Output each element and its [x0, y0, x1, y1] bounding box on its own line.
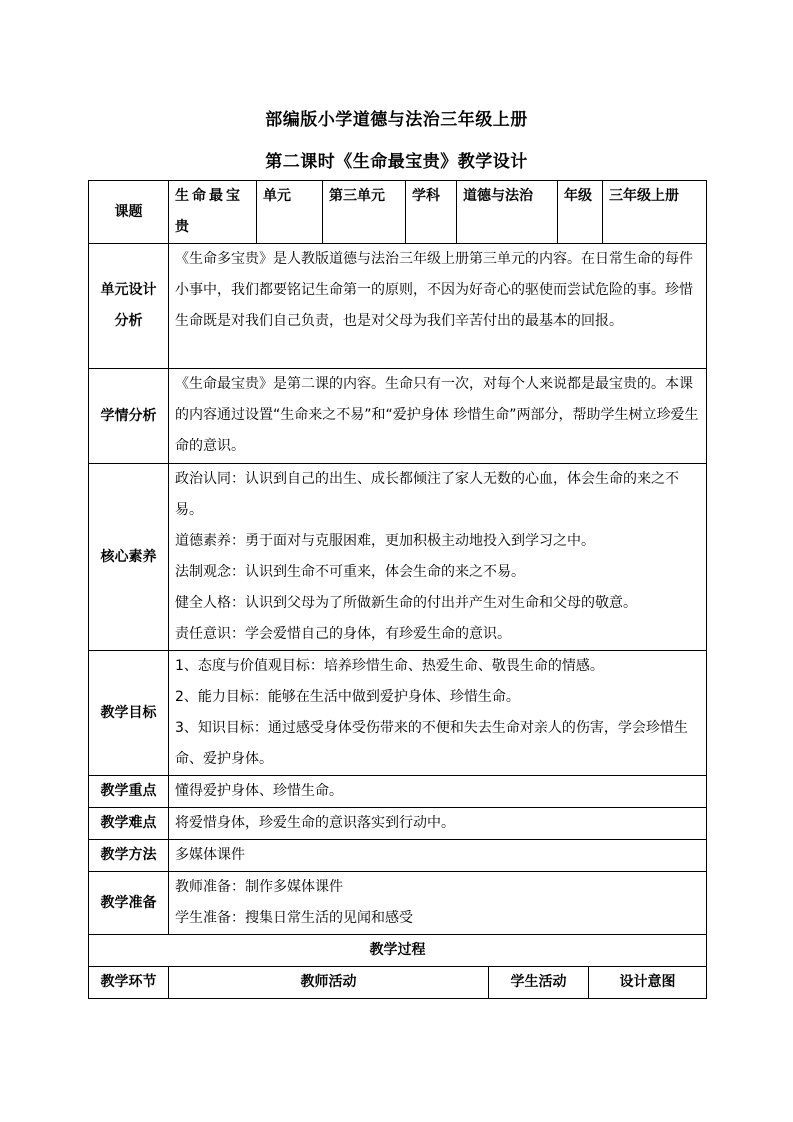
teaching-goals-row — [89, 651, 707, 776]
unit-label: 单元 — [257, 181, 323, 244]
subject-label: 学科 — [406, 181, 457, 244]
subject-value: 道德与法治 — [457, 181, 558, 244]
student-analysis-label: 学情分析 — [89, 369, 169, 464]
preparation-item: 教师准备：制作多媒体课件 — [175, 879, 343, 895]
teaching-goal-item: 3、知识目标：通过感受身体受伤带来的不便和失去生命对亲人的伤害，学会珍惜生命、爱护身体。 — [175, 720, 688, 767]
core-literacy-item: 责任意识：学会爱惜自己的身体，有珍爱生命的意识。 — [175, 626, 511, 642]
teaching-goal-item: 1、态度与价值观目标：培养珍惜生命、热爱生命、敬畏生命的情感。 — [175, 658, 604, 674]
core-literacy-item: 道德素养：勇于面对与克服困难，更加积极主动地投入到学习之中。 — [175, 533, 595, 549]
core-literacy-label: 核心素养 — [89, 464, 169, 651]
lesson-title: 第二课时《生命最宝贵》教学设计 — [265, 152, 528, 172]
process-column-intent: 设计意图 — [589, 967, 707, 999]
document-title: 部编版小学道德与法治三年级上册 — [265, 110, 528, 130]
process-label: 教学过程 — [89, 935, 707, 967]
difficult-point-label: 教学难点 — [89, 808, 169, 840]
method-label: 教学方法 — [89, 840, 169, 872]
core-literacy-item: 健全人格：认识到父母为了所做新生命的付出并产生对生命和父母的敬意。 — [175, 595, 637, 611]
core-literacy-item: 政治认同：认识到自己的出生、成长都倾注了家人无数的心血，体会生命的来之不易。 — [175, 471, 679, 518]
key-point-label: 教学重点 — [89, 776, 169, 808]
method-row — [89, 840, 707, 872]
lesson-plan-table — [88, 180, 706, 999]
process-column-stage: 教学环节 — [89, 967, 169, 999]
difficult-point-row — [89, 808, 707, 840]
difficult-point-text: 将爱惜身体，珍爱生命的意识落实到行动中。 — [169, 808, 707, 840]
topic-value: 生命最宝贵 — [169, 181, 257, 244]
preparation-item: 学生准备：搜集日常生活的见闻和感受 — [175, 910, 413, 926]
topic-label: 课题 — [89, 181, 169, 244]
unit-value: 第三单元 — [323, 181, 406, 244]
unit-analysis-row — [89, 244, 707, 369]
grade-value: 三年级上册 — [603, 181, 707, 244]
core-literacy-content — [169, 464, 707, 651]
unit-analysis-text: 《生命多宝贵》是人教版道德与法治三年级上册第三单元的内容。在日常生命的每件小事中，我们都要铭记生命第一的原则，不因为好奇心的驱使而尝试危险的事。珍惜生命既是对我们自己负责，也是对父母为我们辛苦付出的最基本的回报。 — [169, 244, 707, 369]
process-header-row — [89, 935, 707, 967]
grade-label: 年级 — [558, 181, 603, 244]
process-columns-row — [89, 967, 707, 999]
core-literacy-row — [89, 464, 707, 651]
teaching-goals-content — [169, 651, 707, 776]
topic-row — [89, 181, 707, 244]
student-analysis-text: 《生命最宝贵》是第二课的内容。生命只有一次，对每个人来说都是最宝贵的。本课的内容通过设置“生命来之不易”和“爱护身体 珍惜生命”两部分，帮助学生树立珍爱生命的意识。 — [169, 369, 707, 464]
core-literacy-item: 法制观念：认识到生命不可重来，体会生命的来之不易。 — [175, 564, 525, 580]
preparation-row — [89, 872, 707, 935]
teaching-goals-label: 教学目标 — [89, 651, 169, 776]
process-column-student: 学生活动 — [489, 967, 589, 999]
unit-analysis-label: 单元设计分析 — [89, 244, 169, 369]
key-point-text: 懂得爱护身体、珍惜生命。 — [169, 776, 707, 808]
process-column-teacher: 教师活动 — [169, 967, 489, 999]
student-analysis-row — [89, 369, 707, 464]
preparation-label: 教学准备 — [89, 872, 169, 935]
key-point-row — [89, 776, 707, 808]
teaching-goal-item: 2、能力目标：能够在生活中做到爱护身体、珍惜生命。 — [175, 689, 520, 705]
preparation-content — [169, 872, 707, 935]
method-text: 多媒体课件 — [169, 840, 707, 872]
